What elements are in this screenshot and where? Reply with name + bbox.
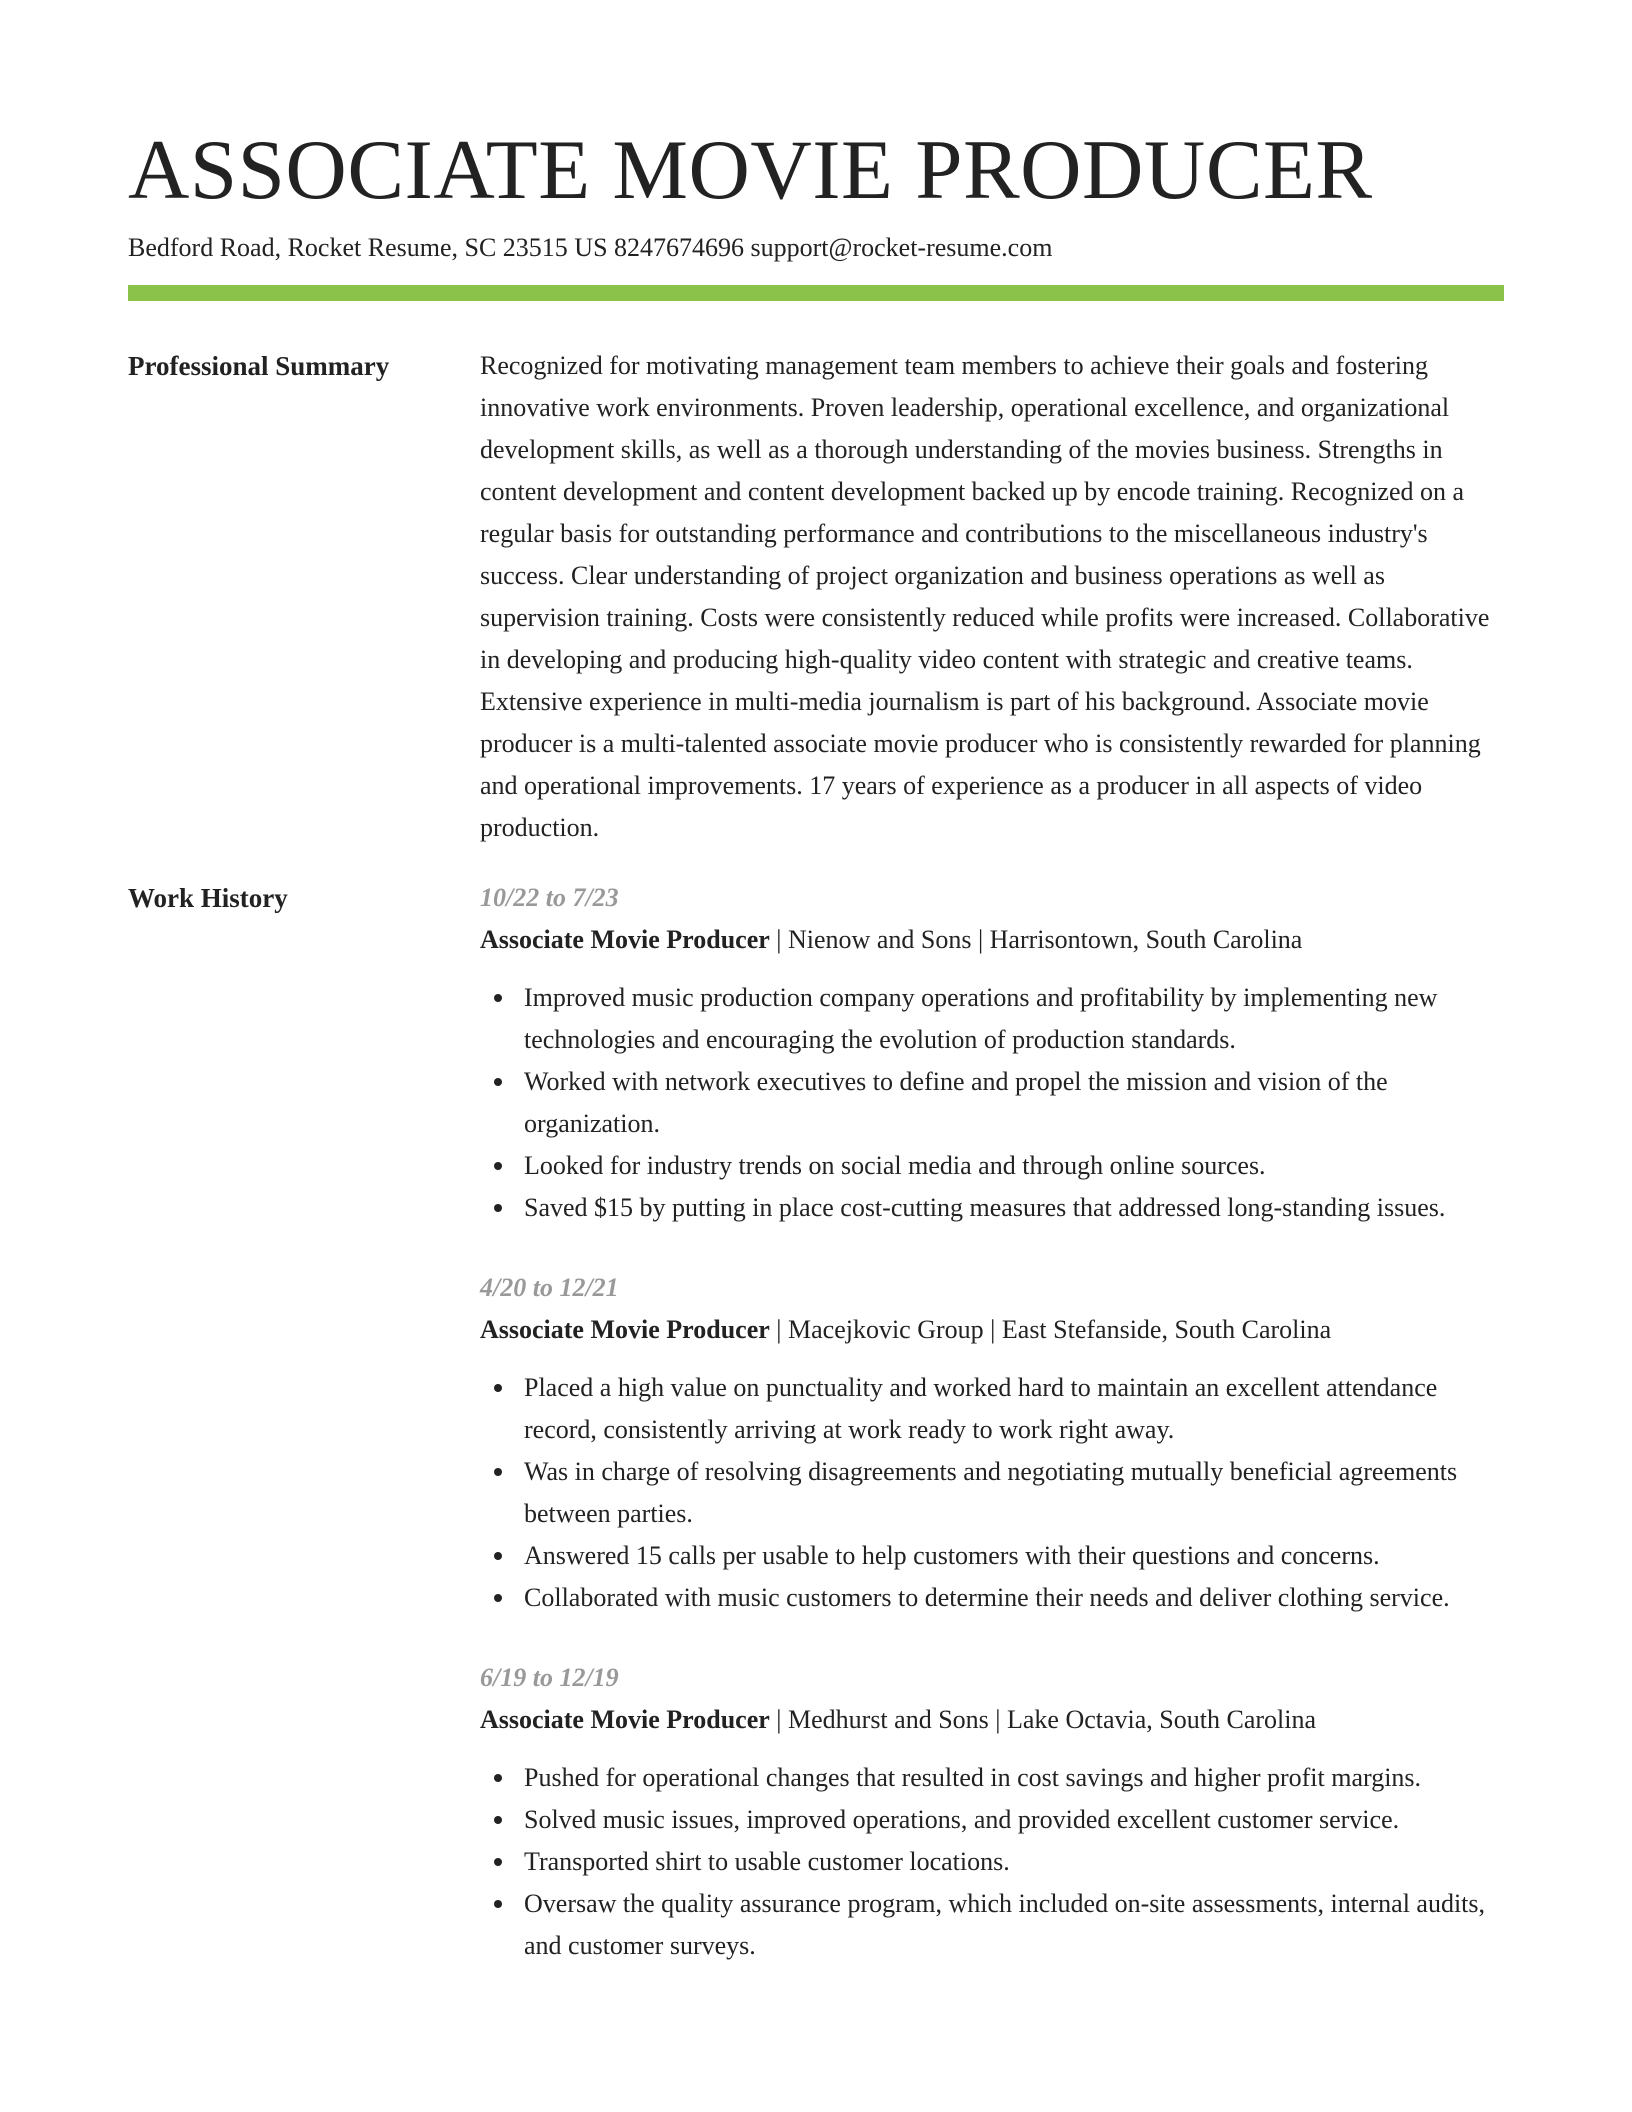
job-bullet-list [480, 1757, 1504, 1967]
job-separator: | [769, 1705, 788, 1734]
job-entry [480, 1267, 1504, 1619]
job-title-line [480, 1699, 1504, 1741]
job-company: Macejkovic Group [788, 1315, 984, 1344]
job-title-line [480, 919, 1504, 961]
job-dates: 4/20 to 12/21 [480, 1273, 619, 1302]
job-bullet: Was in charge of resolving disagreements and negotiating mutually beneficial agreements between parties. [524, 1451, 1504, 1535]
job-location: Lake Octavia, South Carolina [1007, 1705, 1317, 1734]
job-title: Associate Movie Producer [480, 1705, 770, 1734]
job-bullet: Saved $15 by putting in place cost-cutting measures that addressed long-standing issues. [524, 1187, 1504, 1229]
job-bullet: Oversaw the quality assurance program, which included on-site assessments, internal audits, and customer surveys. [524, 1883, 1504, 1967]
job-location: Harrisontown, South Carolina [989, 925, 1303, 954]
job-dates: 10/22 to 7/23 [480, 883, 619, 912]
job-dates: 6/19 to 12/19 [480, 1663, 619, 1692]
job-bullet: Transported shirt to usable customer locations. [524, 1841, 1504, 1883]
work-history-section [128, 883, 1504, 2005]
job-company: Nienow and Sons [788, 925, 972, 954]
summary-section [128, 351, 1504, 849]
job-separator: | [971, 925, 990, 954]
job-bullet: Pushed for operational changes that resulted in cost savings and higher profit margins. [524, 1757, 1504, 1799]
accent-divider [128, 285, 1504, 301]
job-separator: | [983, 1315, 1002, 1344]
resume-page [128, 120, 1504, 2005]
contact-email: support@rocket-resume.com [750, 233, 1053, 262]
summary-body [480, 345, 1504, 849]
job-title: Associate Movie Producer [480, 925, 770, 954]
job-bullet-list [480, 977, 1504, 1229]
job-bullet: Solved music issues, improved operations, and provided excellent customer service. [524, 1799, 1504, 1841]
job-bullet: Improved music production company operations and profitability by implementing new technologies and encouraging the evolution of production standards. [524, 977, 1504, 1061]
job-entry [480, 1657, 1504, 1967]
work-history-body [480, 877, 1504, 2005]
job-bullet: Looked for industry trends on social media and through online sources. [524, 1145, 1504, 1187]
contact-phone: 8247674696 [614, 233, 745, 262]
contact-line [128, 230, 1504, 266]
job-company: Medhurst and Sons [788, 1705, 989, 1734]
job-title-line [480, 1309, 1504, 1351]
job-bullet: Collaborated with music customers to determine their needs and deliver clothing service. [524, 1577, 1504, 1619]
resume-name: ASSOCIATE MOVIE PRODUCER [128, 123, 1373, 217]
job-separator: | [769, 925, 788, 954]
job-title: Associate Movie Producer [480, 1315, 770, 1344]
summary-heading: Professional Summary [128, 351, 390, 381]
contact-address: Bedford Road, Rocket Resume, SC 23515 US [128, 233, 608, 262]
job-bullet-list [480, 1367, 1504, 1619]
job-separator: | [988, 1705, 1007, 1734]
job-separator: | [769, 1315, 788, 1344]
summary-text: Recognized for motivating management team members to achieve their goals and fostering innovative work environments. Proven leadership, operational excellence, and organizational development skills, as well as a thorough understanding of the movies business. Strengths in content development and content development backed up by encode training. Recognized on a regular basis for outstanding performance and contributions to the miscellaneous industry's success. Clear understanding of project organization and business operations as well as supervision training. Costs were consistently reduced while profits were increased. Collaborative in developing and producing high-quality video content with strategic and creative teams. Extensive experience in multi-media journalism is part of his background. Associate movie producer is a multi-talented associate movie producer who is consistently rewarded for planning and operational improvements. 17 years of experience as a producer in all aspects of video production. [480, 351, 1490, 842]
job-entry [480, 877, 1504, 1229]
work-history-heading: Work History [128, 883, 288, 913]
job-bullet: Worked with network executives to define and propel the mission and vision of the organization. [524, 1061, 1504, 1145]
job-location: East Stefanside, South Carolina [1001, 1315, 1332, 1344]
job-bullet: Placed a high value on punctuality and worked hard to maintain an excellent attendance record, consistently arriving at work ready to work right away. [524, 1367, 1504, 1451]
job-bullet: Answered 15 calls per usable to help customers with their questions and concerns. [524, 1535, 1504, 1577]
